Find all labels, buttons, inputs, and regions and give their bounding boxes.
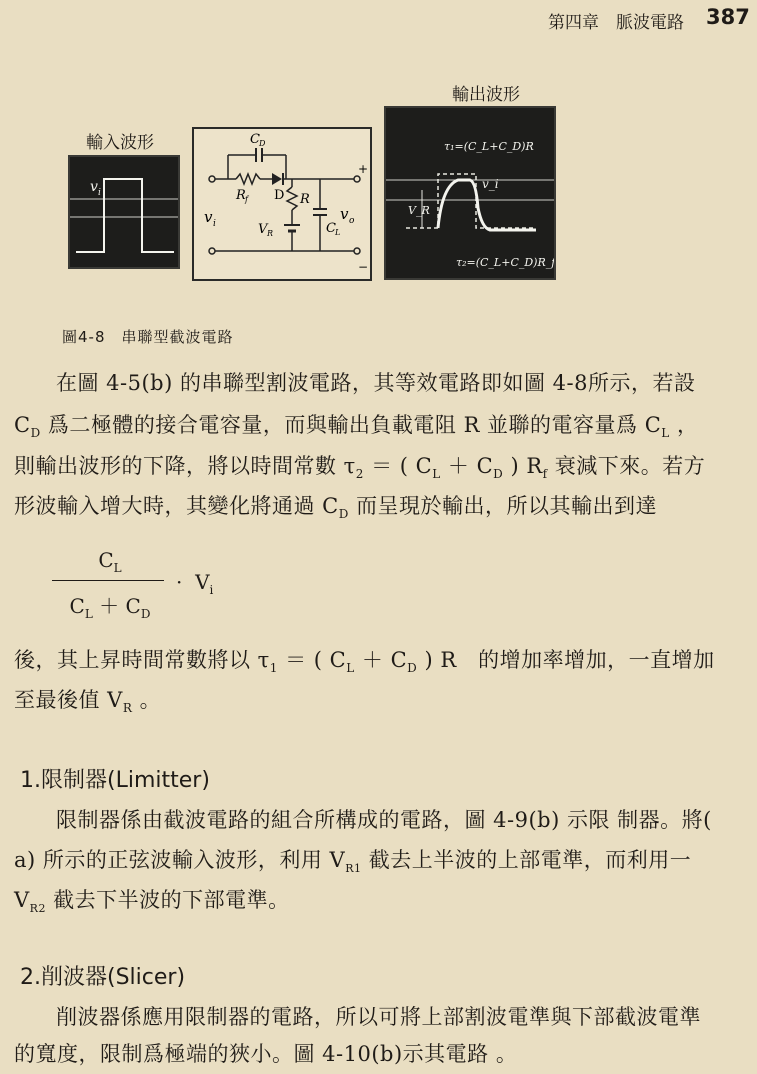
section-1-title: 1.限制器(Limitter) bbox=[20, 768, 210, 793]
svg-text:R: R bbox=[267, 229, 274, 238]
input-scope bbox=[68, 155, 180, 269]
paragraph-2-line-2: 至最後值 $V_R$ 。 bbox=[14, 688, 162, 716]
input-waveform-label: 輸入波形 bbox=[86, 133, 154, 153]
svg-text:D: D bbox=[259, 139, 266, 148]
output-waveform-plot bbox=[386, 108, 554, 278]
rf-label: R bbox=[236, 188, 246, 203]
fraction-bar bbox=[52, 580, 164, 581]
output-scope bbox=[384, 106, 556, 280]
svg-text:i: i bbox=[213, 219, 216, 229]
tau2-annotation: τ₂=(C_L+C_D)R_f bbox=[456, 256, 554, 269]
r-label: R bbox=[300, 192, 310, 207]
paragraph-1-line-3: 則輸出波形的下降，將以時間常數 $\tau_2$ ＝ ( $C_L + C_D$ ) $R_f$ 衰減下來。若方 bbox=[14, 454, 706, 482]
section-1-line-1: 限制器係由截波電路的組合所構成的電路，圖 4-9(b) 示限 制器。將( bbox=[56, 808, 712, 832]
plus-terminal: + bbox=[358, 162, 369, 176]
formula-multiplier: · $V_i$ bbox=[176, 570, 214, 597]
section-2-title: 2.削波器(Slicer) bbox=[20, 965, 186, 990]
minus-terminal: − bbox=[358, 260, 369, 274]
section-1-line-3: $V_{R2}$ 截去下半波的下部電準。 bbox=[14, 888, 290, 916]
vr-annotation: V_R bbox=[408, 204, 430, 217]
tau1-annotation: τ₁=(C_L+C_D)R bbox=[444, 140, 534, 153]
svg-text:i: i bbox=[98, 188, 101, 198]
vo-output-label: v bbox=[340, 205, 349, 223]
cl-label: C bbox=[326, 221, 336, 236]
section-2-line-2: 的寬度，限制爲極端的狹小。圖 4-10(b)示其電路 。 bbox=[14, 1042, 518, 1066]
section-1-line-2: a) 所示的正弦波輸入波形，利用 $V_{R1}$ 截去上半波的上部電準，而利用一 bbox=[14, 848, 692, 876]
formula-denominator: $C_L + C_D$ bbox=[69, 594, 151, 621]
formula-numerator: $C_L$ bbox=[98, 548, 122, 575]
vi-label: v bbox=[90, 179, 98, 195]
paragraph-1-line-4: 形波輸入增大時，其變化將通過 $C_D$ 而呈現於輸出，所以其輸出到達 bbox=[14, 494, 658, 522]
vi-input-label: v bbox=[204, 208, 213, 226]
chapter-title: 第四章 脈波電路 bbox=[548, 13, 684, 33]
svg-text:L: L bbox=[335, 228, 341, 237]
series-clipper-circuit bbox=[192, 127, 372, 281]
paragraph-1-line-1: 在圖 4-5(b) 的串聯型割波電路，其等效電路即如圖 4-8所示，若設 bbox=[56, 371, 696, 395]
paragraph-2-line-1: 後，其上昇時間常數將以 $\tau_1$ ＝ ( $C_L + C_D$ ) R 的增加率增加，一直增加 bbox=[14, 648, 715, 676]
section-2-line-1: 削波器係應用限制器的電路，所以可將上部割波電準與下部截波電準 bbox=[56, 1005, 701, 1029]
page-number: 387 bbox=[706, 5, 750, 29]
vr-label: V bbox=[258, 222, 268, 237]
circuit-schematic bbox=[194, 129, 370, 279]
cd-label: C bbox=[250, 132, 260, 147]
diode-label: D bbox=[274, 188, 285, 203]
vi-output-annotation: v_i bbox=[482, 177, 499, 191]
svg-text:f: f bbox=[245, 195, 248, 204]
figure-caption: 圖4-8 串聯型截波電路 bbox=[62, 328, 234, 346]
output-waveform-label: 輸出波形 bbox=[452, 85, 520, 105]
paragraph-1-line-2: $C_D$ 爲二極體的接合電容量，而與輸出負載電阻 R 並聯的電容量爲 $C_L$ ， bbox=[14, 413, 699, 441]
input-waveform-plot bbox=[70, 157, 178, 267]
svg-text:o: o bbox=[349, 216, 355, 226]
